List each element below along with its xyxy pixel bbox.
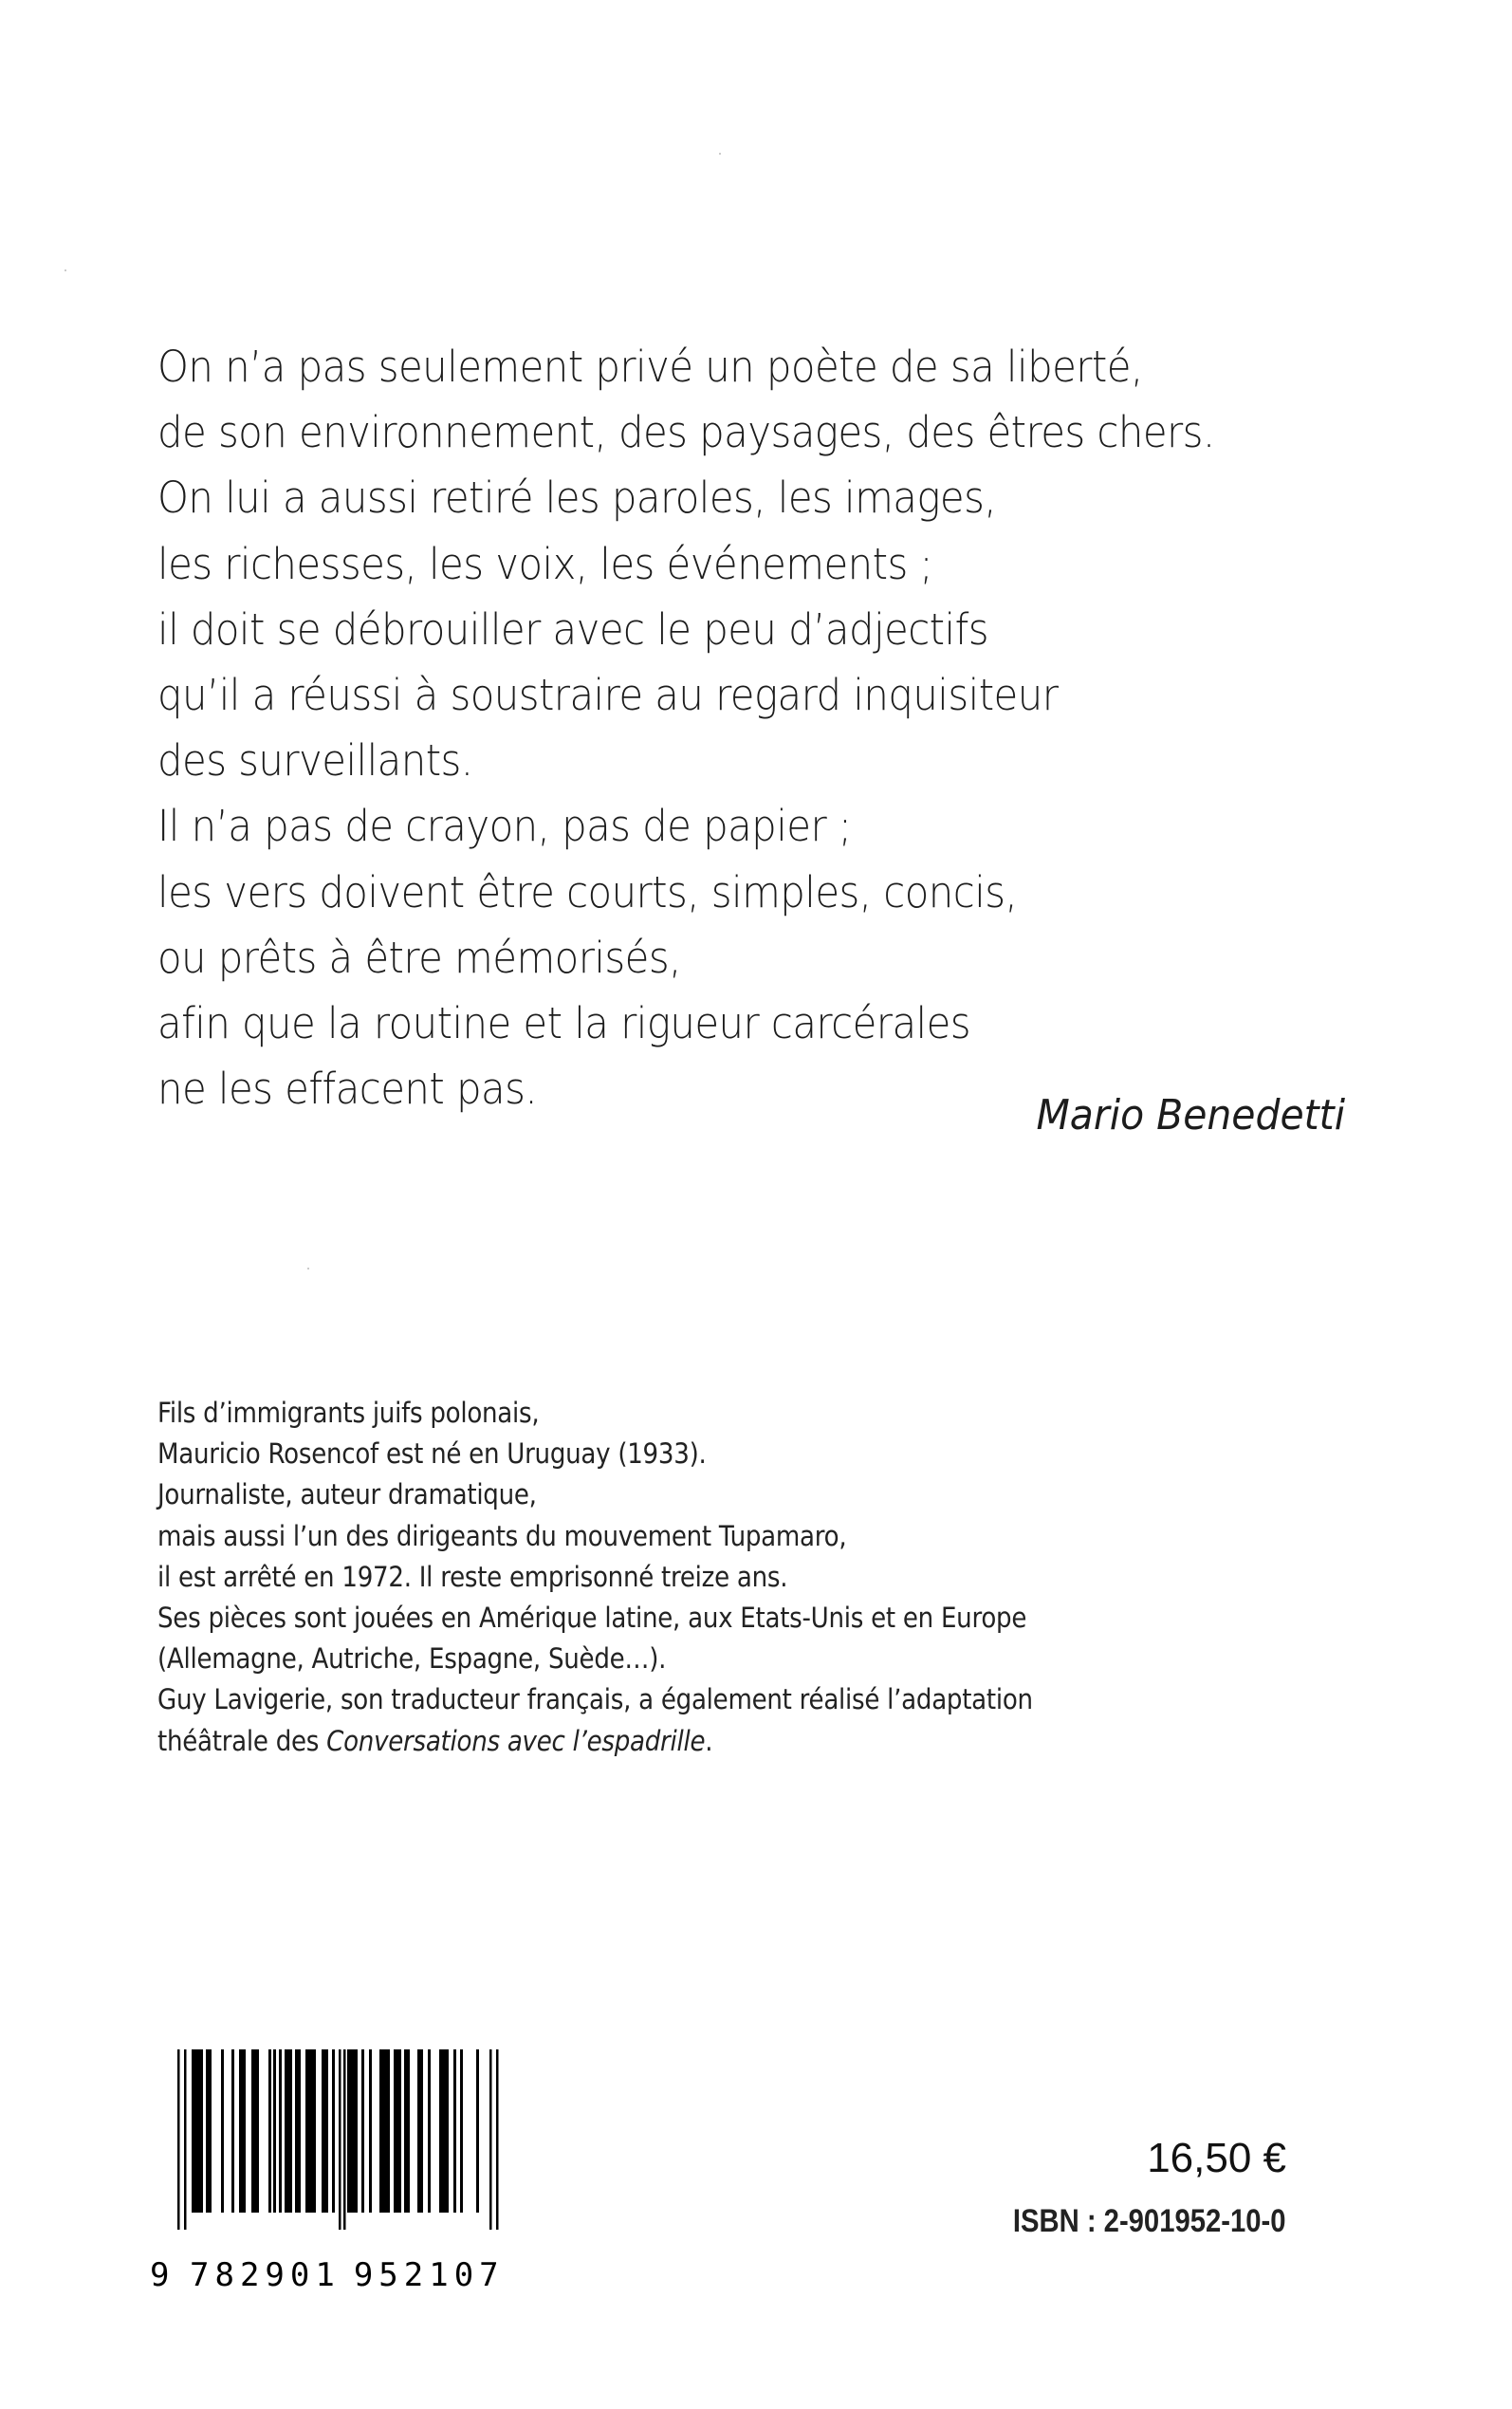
barcode-icon <box>177 2049 500 2230</box>
print-speck <box>65 269 66 271</box>
poem-line: ou prêts à être mémorisés, <box>157 932 681 983</box>
poem-line: des surveillants. <box>157 735 473 787</box>
print-speck <box>719 153 721 155</box>
bio-line: Journaliste, auteur dramatique, <box>157 1478 537 1511</box>
poem-line: les vers doivent être courts, simples, concis, <box>157 866 1018 917</box>
bio-line: Fils d’immigrants juifs polonais, <box>157 1397 540 1429</box>
quote-attribution: Mario Benedetti <box>1036 1091 1345 1140</box>
bio-line: (Allemagne, Autriche, Espagne, Suède…). <box>157 1642 667 1676</box>
bio-line: Guy Lavigerie, son traducteur français, a également réalisé l’adaptation <box>157 1683 1033 1716</box>
barcode-right-group: 952107 <box>353 2256 505 2294</box>
poem-line: de son environnement, des paysages, des êtres chers. <box>157 407 1215 458</box>
poem-line: ne les effacent pas. <box>157 1064 538 1115</box>
print-speck <box>307 1268 309 1269</box>
bio-line: Ses pièces sont jouées en Amérique latine, aux Etats-Unis et en Europe <box>157 1602 1027 1635</box>
poem-line: On n’a pas seulement privé un poète de sa liberté, <box>157 342 1143 392</box>
poem-line: qu’il a réussi à soustraire au regard inquisiteur <box>157 670 1059 721</box>
poem-line: les richesses, les voix, les événements ; <box>157 538 933 589</box>
barcode-lead-digit: 9 <box>150 2256 170 2294</box>
poem-line: Il n’a pas de crayon, pas de papier ; <box>157 801 852 852</box>
price-label: 16,50 € <box>1147 2135 1286 2181</box>
barcode-left-group: 782901 <box>190 2256 341 2294</box>
bio-line-last <box>157 1721 1267 1762</box>
book-title: Conversations avec l’espadrille <box>326 1724 706 1757</box>
poem-quote <box>157 334 1391 1121</box>
isbn-label: ISBN : 2-901952-10-0 <box>1013 2203 1286 2239</box>
poem-line: il doit se débrouiller avec le peu d’adjectifs <box>157 603 989 655</box>
ean-barcode <box>142 2040 541 2306</box>
bio-line: il est arrêté en 1972. Il reste emprisonné treize ans. <box>157 1560 788 1593</box>
bio-line: Mauricio Rosencof est né en Uruguay (1933). <box>157 1437 707 1471</box>
bio-text: théâtrale des <box>157 1724 327 1757</box>
barcode-digits <box>150 2256 505 2294</box>
poem-line: On lui a aussi retiré les paroles, les images, <box>157 473 997 524</box>
poem-line: afin que la routine et la rigueur carcérales <box>157 998 971 1049</box>
bio-line: mais aussi l’un des dirigeants du mouvement Tupamaro, <box>157 1519 847 1552</box>
bio-text: . <box>705 1724 713 1757</box>
author-bio <box>157 1393 1391 1762</box>
